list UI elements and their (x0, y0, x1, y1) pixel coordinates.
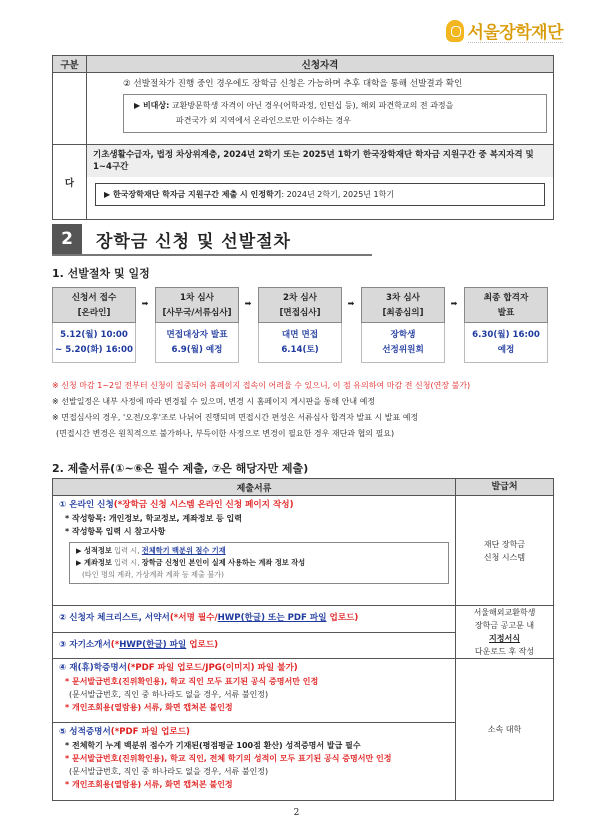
arrow-right-icon: ➡ (450, 299, 458, 308)
row1-box-label: ▶ 비대상: (134, 101, 170, 110)
section-number: 2 (52, 224, 82, 254)
flow-step-date: 6.30(월) 16:00 예정 (464, 323, 548, 363)
header-documents: 제출서류 (53, 479, 456, 496)
row2-box-label: ▶ 한국장학재단 학자금 지원구간 제출 시 인정학기 (104, 190, 282, 199)
header-eligibility: 신청자격 (87, 56, 554, 73)
subsection-title-documents: 2. 제출서류(①~⑥은 필수 제출, ⑦은 해당자만 제출) (52, 462, 309, 475)
arrow-right-icon: ➡ (141, 299, 149, 308)
issuer-university: 소속 대학 (456, 659, 554, 801)
page-number: 2 (293, 808, 300, 818)
schedule-notes (52, 378, 572, 442)
doc-enrollment-certificate: ④ 재(휴)학증명서(*PDF 파일 업로드/JPG(이미지) 파일 불가) * 문서발급번호(진위확인용), 학교 직인 모두 표기된 공식 증명서만 인정 (문서발급번호, 직인 중 하나라도 없을 경우, 서류 불인정) * 개인조회용(열람용) 서류, 화면 캡쳐본 불인정 (53, 659, 456, 723)
section-title: 장학금 신청 및 선발절차 (96, 231, 291, 252)
row2-gubun-cell: 다 (53, 145, 87, 220)
flow-step-date: 장학생 선정위원회 (361, 323, 445, 363)
logo-underline (468, 42, 563, 44)
row1-content-cell (87, 73, 554, 145)
row1-exclusion-box (123, 94, 547, 133)
row1-gubun-cell (53, 73, 87, 145)
doc-self-introduction: ③ 자기소개서(*HWP(한글) 파일 업로드) (53, 632, 456, 659)
flow-step-date: 면접대상자 발표 6.9(월) 예정 (155, 323, 239, 363)
doc-checklist-pledge: ② 신청자 체크리스트, 서약서(*서명 필수/HWP(한글) 또는 PDF 파일 업로드) (53, 606, 456, 633)
logo-text: 서울장학재단 (467, 23, 563, 43)
note-interview-change: (면접시간 변경은 원칙적으로 불가하나, 부득이한 사정으로 변경이 필요한 경우 재단과 협의 필요) (56, 429, 395, 438)
flow-step-box: 최종 합격자 발표 (464, 287, 548, 323)
selection-flow (52, 287, 552, 367)
doc-online-notes-box: ▶ 성적정보 입력 시, 전체학기 백분위 점수 기재 ▶ 계좌정보 입력 시, 장학금 신청인 본인이 실제 사용하는 계좌 정보 작성 (타인 명의 계좌, 가상계좌 계좌 등 제출 불가) (69, 542, 449, 584)
flow-step-date: 5.12(월) 10:00 ~ 5.20(화) 16:00 (52, 323, 136, 363)
documents-table (52, 478, 554, 801)
flow-step (258, 287, 342, 363)
foundation-logo (446, 18, 563, 43)
arrow-right-icon: ➡ (244, 299, 252, 308)
flow-step-box: 2차 심사 [면접심사] (258, 287, 342, 323)
flow-step (361, 287, 445, 363)
flow-step-box: 1차 심사 [사무국/서류심사] (155, 287, 239, 323)
row1-circle-text: ② 선발절차가 진행 중인 경우에도 장학금 신청은 가능하며 추후 대학을 통해 선발결과 확인 (123, 79, 463, 89)
note-deadline: ※ 신청 마감 1~2일 전부터 신청이 집중되어 홈페이지 접속이 어려울 수 있으니, 이 점 유의하여 마감 전 신청(연장 불가) (52, 381, 471, 390)
row2-content-cell (87, 145, 554, 220)
issuer-announcement-form: 서울해외교환학생 장학금 공고문 내 지정서식 다운로드 후 작성 (456, 606, 554, 659)
doc-online-application: ① 온라인 신청(*장학금 신청 시스템 온라인 신청 페이지 작성) * 작성항목: 개인정보, 학교정보, 계좌정보 등 입력 * 작성항목 입력 시 참고사항 ▶ 성적정보 입력 시, 전체학기 백분위 점수 기재 ▶ 계좌정보 입력 시, 장학금 신청인 본인이 실제 사용하는 계좌 정보 작성 (타인 명의 계좌, 가상계좌 계좌 등 제출 불가) (53, 496, 456, 606)
flow-step-box: 신청서 접수 [온라인] (52, 287, 136, 323)
note-schedule-change: ※ 선발일정은 내부 사정에 따라 변경될 수 있으며, 변경 시 홈페이지 게시판을 통해 안내 예정 (52, 397, 376, 406)
header-issuer: 발급처 (456, 479, 554, 496)
row2-text: 기초생활수급자, 법정 차상위계층, 2024년 2학기 또는 2025년 1학기 한국장학재단 학자금 지원구간 중 복지자격 및 1~4구간 (87, 145, 553, 177)
subsection-title-schedule: 1. 선발절차 및 일정 (52, 267, 150, 280)
eligibility-table (52, 55, 554, 220)
flow-step (52, 287, 136, 363)
doc-transcript: ⑤ 성적증명서(*PDF 파일 업로드) * 전체학기 누계 백분위 점수가 기재된(평점평균 100점 환산) 성적증명서 발급 필수 * 문서발급번호(진위확인용), 학교 직인, 전체 학기의 성적이 모두 표기된 공식 증명서만 인정 (문서발급번호, 직인 중 하나라도 없을 경우, 서류 불인정) * 개인조회용(열람용) 서류, 화면 캡쳐본 불인정 (53, 723, 456, 801)
header-gubun: 구분 (53, 56, 87, 73)
row1-box-text2: 파견국가 외 지역에서 온라인으로만 이수하는 경우 (176, 116, 352, 125)
flow-step-box: 3차 심사 [최종심의] (361, 287, 445, 323)
row2-semester-box (95, 183, 545, 206)
flow-step-date: 대면 면접 6.14(토) (258, 323, 342, 363)
flow-step (155, 287, 239, 363)
section-heading (52, 224, 372, 256)
row1-box-text1: 교환방문학생 자격이 아닌 경우(어학과정, 인턴십 등), 해외 파견학교의 전 과정을 (171, 101, 454, 110)
note-interview: ※ 면접심사의 경우, '오전/오후'조로 나뉘어 진행되며 면접시간 편성은 서류심사 합격자 발표 시 발표 예정 (52, 413, 419, 422)
row2-box-text: : 2024년 2학기, 2025년 1학기 (281, 190, 395, 199)
issuer-system: 재단 장학금 신청 시스템 (456, 496, 554, 606)
flow-step (464, 287, 548, 363)
logo-seal-icon (446, 20, 464, 42)
arrow-right-icon: ➡ (347, 299, 355, 308)
